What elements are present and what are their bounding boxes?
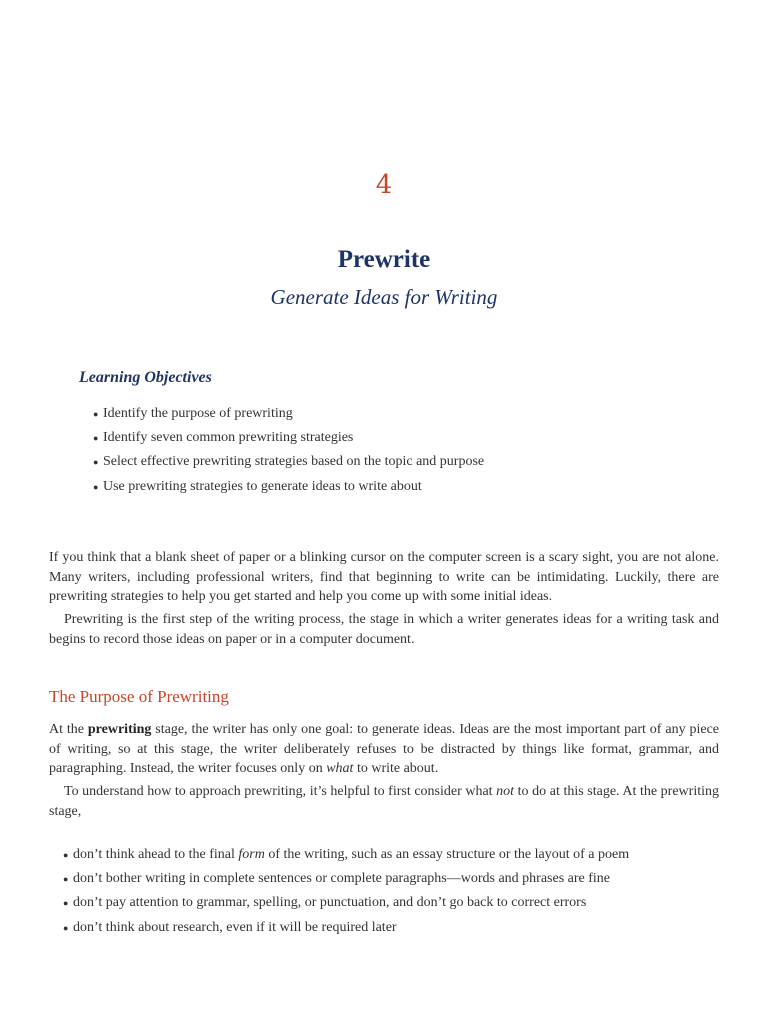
bullet-icon: ●	[93, 457, 99, 468]
bullet-icon: ●	[63, 922, 69, 933]
prewriting-definition-paragraph: Prewriting is the first step of the writing process, the stage in which a writer generates ideas for a writing task and begins to record those ideas on paper or in a computer document.	[49, 612, 719, 647]
list-item: ● don’t think about research, even if it will be required later	[63, 916, 629, 940]
section-heading: The Purpose of Prewriting	[49, 687, 229, 706]
list-item: ● Identify seven common prewriting strategies	[93, 426, 484, 450]
list-item: ● don’t pay attention to grammar, spelling, or punctuation, and don’t go back to correct errors	[63, 891, 629, 915]
list-item: ● Use prewriting strategies to generate ideas to write about	[93, 475, 484, 499]
purpose-paragraph: At the prewriting stage, the writer has only one goal: to generate ideas. Ideas are the most important part of any piece of writing, so at this stage, the writer deliberately refuses to be distracted by things like format, grammar, and paragraphing. Instead, the writer focuses only on what to write about.	[49, 722, 719, 777]
bullet-icon: ●	[93, 433, 99, 444]
bullet-icon: ●	[93, 481, 99, 492]
prewriting-donts-list	[63, 843, 629, 940]
term-prewriting: prewriting	[87, 722, 152, 737]
bullet-icon: ●	[63, 850, 69, 860]
list-item: ● don’t think ahead to the final form of the writing, such as an essay structure or the layout of a poem	[63, 843, 629, 867]
intro-paragraph: If you think that a blank sheet of paper or a blinking cursor on the computer screen is a scary sight, you are not alone. Many writers, including professional writers, find that beginning to write can be intimidating. Luckily, there are prewriting strategies to help you get started and help you come up with some initial ideas.	[49, 550, 719, 605]
chapter-title: Prewrite	[337, 246, 431, 273]
chapter-number: 4	[375, 170, 393, 200]
bullet-icon: ●	[63, 874, 69, 885]
bullet-icon: ●	[63, 898, 69, 909]
bullet-icon: ●	[93, 409, 99, 419]
list-item: ● don’t bother writing in complete sentences or complete paragraphs—words and phrases are fine	[63, 867, 629, 891]
learning-objectives-list	[93, 402, 484, 499]
list-item: ● Select effective prewriting strategies based on the topic and purpose	[93, 450, 484, 474]
list-item: ● Identify the purpose of prewriting	[93, 402, 484, 426]
learning-objectives-heading: Learning Objectives	[79, 369, 212, 386]
approach-paragraph: To understand how to approach prewriting, it’s helpful to first consider what not to do at this stage. At the prewriting stage,	[49, 784, 719, 819]
chapter-subtitle: Generate Ideas for Writing	[270, 285, 498, 309]
